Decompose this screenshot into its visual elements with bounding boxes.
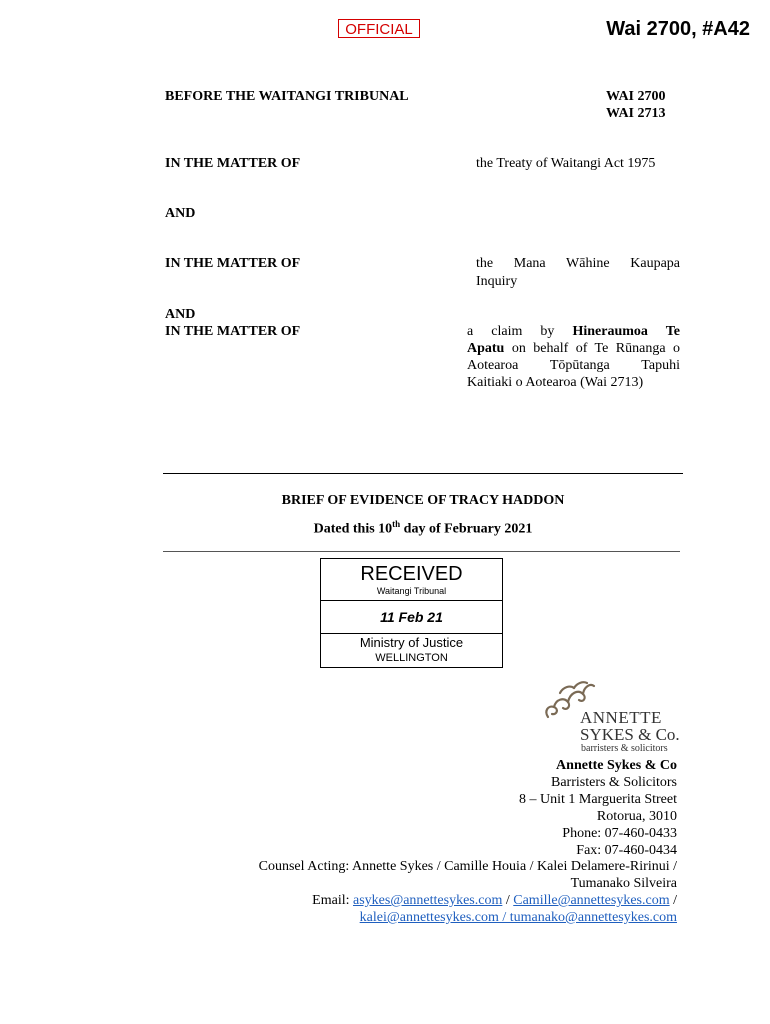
email-link-camille[interactable]: Camille@annettesykes.com (513, 893, 670, 908)
and-label-1: AND (165, 206, 196, 221)
firm-address-1: 8 – Unit 1 Marguerita Street (519, 792, 677, 807)
received-stamp (320, 558, 503, 668)
document-title: BRIEF OF EVIDENCE OF TRACY HADDON (281, 493, 565, 508)
email-link-asykes[interactable]: asykes@annettesykes.com (353, 893, 503, 908)
email-link-kalei-tumanako[interactable]: kalei@annettesykes.com / tumanako@annettesykes.com (359, 910, 677, 925)
firm-address-2: Rotorua, 3010 (596, 809, 677, 824)
claimant-name-part2: Apatu (467, 341, 505, 356)
dated-prefix: Dated this 10 (313, 521, 393, 537)
stamp-date-section (321, 601, 502, 634)
matter-label-3: IN THE MATTER OF (165, 324, 301, 339)
email-label: Email: (312, 893, 353, 908)
email-line-1 (312, 892, 677, 909)
dated-superscript: th (392, 519, 401, 529)
matter-value-2-line2: Inquiry (476, 274, 518, 289)
counsel-line-2: Tumanako Silveira (570, 876, 677, 891)
email-line-2 (360, 909, 677, 926)
email-separator-2: / (669, 893, 677, 908)
logo-tagline: barristers & solicitors (581, 743, 668, 754)
document-reference: Wai 2700, #A42 (606, 18, 750, 40)
stamp-city: WELLINGTON (375, 652, 448, 664)
bottom-rule (163, 551, 680, 552)
matter-value-3-line2 (467, 341, 680, 357)
top-rule (163, 473, 683, 474)
matter-value-2-line1: the Mana Wāhine Kaupapa (476, 256, 680, 271)
logo-name-line1: ANNETTE (580, 708, 662, 727)
claim-on-behalf: on behalf of Te Rūnanga o (511, 341, 680, 356)
wai-number-1: WAI 2700 (606, 89, 666, 104)
dated-line (163, 519, 683, 538)
firm-role: Barristers & Solicitors (551, 775, 677, 790)
counsel-line-1: Counsel Acting: Annette Sykes / Camille Houia / Kalei Delamere-Ririnui / (258, 859, 677, 874)
matter-label-2: IN THE MATTER OF (165, 256, 301, 271)
matter-value-3-line3: Aotearoa Tōpūtanga Tapuhi (467, 358, 680, 373)
matter-label-1: IN THE MATTER OF (165, 156, 301, 171)
stamp-date: 11 Feb 21 (380, 609, 443, 625)
court-heading: BEFORE THE WAITANGI TRIBUNAL (165, 89, 409, 104)
matter-value-1: the Treaty of Waitangi Act 1975 (476, 156, 656, 171)
and-label-2: AND (165, 307, 196, 322)
firm-name: Annette Sykes & Co (556, 758, 677, 773)
stamp-received: RECEIVED (360, 563, 463, 585)
official-label: OFFICIAL (338, 19, 420, 38)
stamp-received-section (321, 559, 502, 601)
matter-value-3-line1 (467, 324, 680, 340)
logo-name-line2: SYKES & Co. (580, 725, 680, 744)
firm-phone: Phone: 07-460-0433 (562, 826, 677, 841)
stamp-ministry-section (321, 634, 502, 667)
wai-number-2: WAI 2713 (606, 106, 666, 121)
email-separator-1: / (502, 893, 514, 908)
matter-value-3-line4: Kaitiaki o Aotearoa (Wai 2713) (467, 375, 644, 390)
stamp-ministry: Ministry of Justice (359, 635, 464, 650)
dated-suffix: day of February 2021 (400, 521, 533, 537)
stamp-tribunal: Waitangi Tribunal (376, 586, 447, 596)
claim-intro: a claim by (467, 324, 555, 339)
firm-fax: Fax: 07-460-0434 (576, 843, 677, 858)
claimant-name-part1: Hineraumoa Te (572, 324, 680, 339)
